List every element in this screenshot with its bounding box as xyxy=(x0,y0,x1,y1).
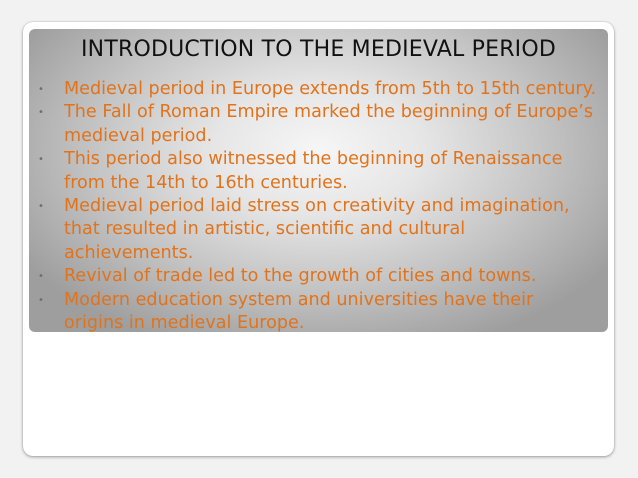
bullet-item xyxy=(38,289,598,336)
bullet-item xyxy=(38,78,598,101)
bullet-dot-icon: • xyxy=(38,154,44,166)
bullet-item xyxy=(38,148,598,195)
bullet-dot-icon: • xyxy=(38,294,44,306)
bullet-text: Revival of trade led to the growth of cities and towns. xyxy=(64,266,537,287)
bullet-dot-icon: • xyxy=(38,107,44,119)
bullet-dot-icon: • xyxy=(38,84,44,95)
bullet-list xyxy=(38,78,598,335)
bullet-item xyxy=(38,265,598,288)
bullet-item xyxy=(38,101,598,148)
bullet-item xyxy=(38,195,598,265)
bullet-text: Modern education system and universities have their origins in medieval Europe. xyxy=(64,289,534,334)
bullet-text: The Fall of Roman Empire marked the beginning of Europe’s medieval period. xyxy=(64,102,594,146)
bullet-dot-icon: • xyxy=(38,271,44,283)
slide-title: INTRODUCTION TO THE MEDIEVAL PERIOD xyxy=(80,37,557,62)
bullet-text: Medieval period laid stress on creativity and imagination, that resulted in artistic, scientific and cultural achievements. xyxy=(64,196,570,263)
bullet-text: This period also witnessed the beginning of Renaissance from the 14th to 16th centuries. xyxy=(64,149,563,193)
bullet-text: Medieval period in Europe extends from 5th to 15th century. xyxy=(64,79,597,99)
bullet-dot-icon: • xyxy=(38,201,44,213)
